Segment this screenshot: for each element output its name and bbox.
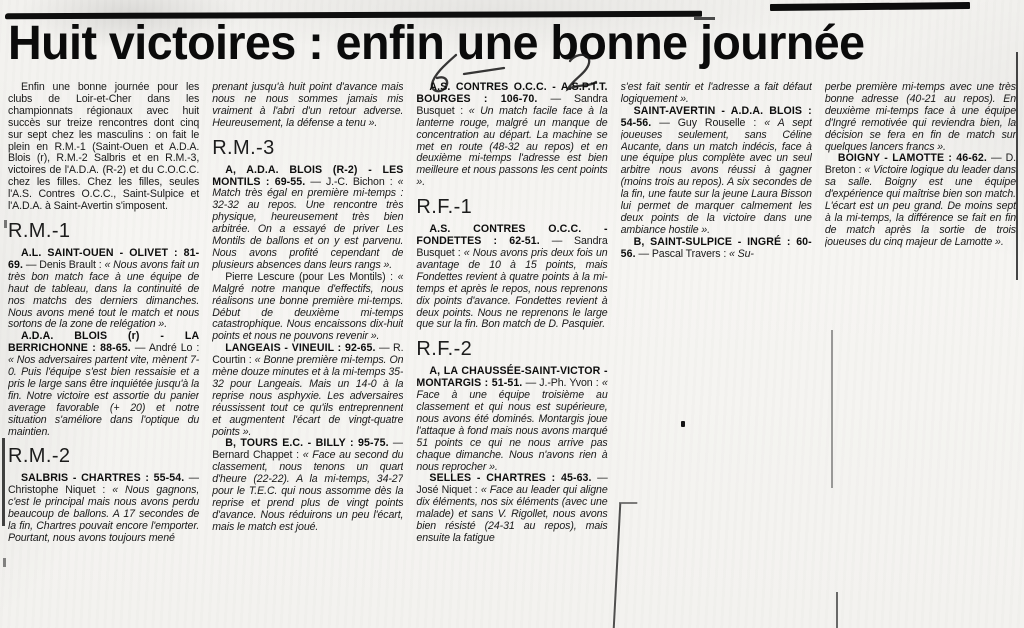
article-columns	[8, 82, 1016, 628]
continuation-paragraph	[621, 82, 812, 106]
reporter: — André Lo :	[130, 342, 200, 355]
continuation-paragraph	[825, 82, 1016, 153]
match-report-saint-ouen-olivet	[8, 248, 199, 331]
match-lead: B, TOURS E.C. - BILLY : 95-75.	[225, 437, 389, 450]
match-report-la-chaussee-montargis	[416, 366, 607, 473]
quote: « Nous avons pris deux fois un avantage de 10 à 15 points, mais Fondettes revient à quatre points à la mi-temps et après le repos, nous reprenons dix points d'avance. Fondettes revient à deux points. Nous ne reprenons le large que sur la fin. Bon match de D. Pasquier.	[416, 246, 608, 331]
quote: « Malgré notre manque d'effectifs, nous réalisons une bonne première mi-temps. Début de deuxième mi-temps catastrophique. Nous encaissons dix-huit points et nous ne pouvons revenir ».	[212, 270, 404, 343]
quote: « Match très égal en première mi-temps : 32-32 au repos. Une rencontre très physique, heureusement très bien arbitrée. On a essayé de priver Les Montils de ballons et on y est parvenu. Nous avons profité cependant de plusieurs absences dans leurs rangs ».	[212, 175, 404, 271]
match-lead: LANGEAIS - VINEUIL : 92-65.	[225, 342, 376, 355]
reporter: — Sandra Busquet :	[416, 235, 608, 259]
reporter: — D. Breton :	[824, 152, 1016, 177]
reporter: Pierre Lescure (pour Les Montils) :	[225, 270, 398, 283]
match-report-langeais-vineuil	[212, 343, 403, 438]
reporter: — Denis Brault :	[23, 258, 105, 271]
match-lead: A, A.D.A. BLOIS (R-2) - LES MONTILS : 69-55.	[212, 163, 404, 188]
match-report-contres-bourges	[416, 82, 607, 189]
reporter: — Bernard Chappet :	[212, 437, 404, 462]
quote: « Face à une équipe troisième au classement et qui nous est supérieure, nous avons été dominés. Montargis joue l'attaque à fond mais nous avons marqué 51 points ce qui ne nous arrive pas chaque dimanche. Nous n'avons rien à nous reprocher ».	[416, 377, 608, 473]
match-report-selles-chartres	[416, 473, 607, 544]
intro-paragraph: Enfin une bonne journée pour les clubs de Loir-et-Cher dans les championnats régionaux avec huit succès sur treize rencontres dont cinq sur sept chez les masculins : on fait le plein en R.M.-1 (Saint-Ouen et A.D.A. Blois (r), R.M.-2 Salbris et en R.M.-3, victoires de l'A.D.A. (R-2) et du C.O.C.C. chez les filles. Chez les filles, seules l'A.S. Contres O.C.C., Saint-Sulpice et l'A.D.A. à Saint-Avertin s'imposent.	[8, 82, 200, 213]
match-report-saint-sulpice-ingre	[621, 237, 812, 261]
quote: s'est fait sentir et l'adresse a fait défaut logiquement ».	[620, 82, 812, 105]
match-lead: A, LA CHAUSSÉE-SAINT-VICTOR - MONTARGIS : 51-51.	[416, 365, 608, 390]
section-heading-rm3: R.M.-3	[212, 136, 275, 159]
match-report-saint-avertin-ada-blois	[621, 106, 812, 237]
quote: « Nos adversaires partent vite, mènent 7-0. Puis l'équipe s'est bien ressaisie et a pris le large sans être inquiétée jusqu'à la fin. Notre victoire est assortie du panier average favorable (+ 20) et notre situation s'améliore dans l'optique du maintien.	[8, 354, 200, 438]
match-lead: A.S. CONTRES O.C.C. - FONDETTES : 62-51.	[416, 223, 608, 248]
match-lead: A.S. CONTRES O.C.C. - A.S.P.T.T. BOURGES : 106-70.	[416, 82, 608, 105]
match-lead: SELLES - CHARTRES : 45-63.	[429, 472, 592, 485]
match-lead: BOIGNY - LAMOTTE : 46-62.	[837, 152, 987, 165]
quote: « Bonne première mi-temps. On mène douze minutes et à la mi-temps 35-32 pour Langeais. Mais un 14-0 à la reprise nous asphyxie. Les adversaires réussissent tout ce qu'ils entreprennent et augmentent l'écart de vingt-quatre points ».	[212, 354, 404, 438]
quote: « Face au second du classement, nous tenons un quart d'heure (22-22). A la mi-temps, 34-27 pour le T.E.C. qui nous assomme dès la reprise et prend plus de vingt points d'avance. Nous réduirons un peu l'écart, mais le match est joué.	[212, 449, 404, 533]
ink-speck-artifact	[681, 421, 685, 427]
section-heading-rm2: R.M.-2	[8, 445, 71, 468]
reporter: — Guy Rouselle :	[651, 116, 765, 129]
match-report-ada-blois-berrichonne	[8, 331, 199, 438]
left-edge-mark-artifact	[3, 558, 6, 567]
article-headline: Huit victoires : enfin une bonne journée	[8, 14, 865, 70]
quote: « Face au leader qui aligne dix éléments, nos six éléments (avec une malade) et sans V. Rigollet, nous avons bien résisté (24-31 au repos), mais ensuite la fatigue	[416, 484, 608, 544]
left-edge-mark-artifact	[2, 438, 5, 526]
section-heading-rf2: R.F.-2	[416, 338, 473, 361]
match-report-tours-ec-billy	[212, 438, 403, 533]
section-heading-rf1: R.F.-1	[416, 196, 473, 219]
masthead-rule-right	[770, 2, 970, 11]
column-5	[825, 82, 1016, 628]
column-1	[8, 82, 199, 628]
match-lead: A.L. SAINT-OUEN - OLIVET : 81-69.	[8, 246, 200, 271]
quote: « Un match facile face à la lanterne rouge, malgré un manque de concentration au départ. La machine se met en route (48-32 au repos) et en deuxième mi-temps l'adresse est bien meilleure et nous passons les cent points ».	[416, 104, 608, 189]
reporter: — R. Courtin :	[212, 342, 404, 367]
right-edge-rule-artifact	[1016, 52, 1018, 280]
match-report-contres-fondettes	[416, 224, 607, 331]
match-report-boigny-lamotte	[825, 153, 1016, 248]
section-heading-rm1: R.M.-1	[8, 219, 71, 242]
quote: perbe première mi-temps avec une très bonne adresse (40-21 au repos). En deuxième mi-temps face à une équipe d'Ingré remotivée qui reviendra bien, la décision se fera en fin de match sur quelques lancers francs ».	[824, 82, 1016, 153]
match-report-salbris-chartres	[8, 473, 199, 544]
reporter: — Pascal Travers :	[635, 247, 730, 260]
quote: « Nous avons fait un très bon match face à une équipe de haut de tableau, dans la continuité de nos matchs des derniers dimanches. Nous avons mené tout le match et nous sortons de la zone de relégation ».	[8, 258, 200, 331]
column-rule-artifact	[831, 330, 833, 488]
quote: « Nous gagnons, c'est le principal mais nous avons perdu beaucoup de ballons. A 17 secondes de la fin, Chartres pouvait encore l'emporter. Pourtant, nous avons toujours mené	[8, 484, 200, 544]
reporter: — José Niquet :	[416, 472, 608, 497]
quote: « Su-	[729, 247, 754, 260]
column-rule-artifact	[836, 592, 838, 628]
match-lead: A.D.A. BLOIS (r) - LA BERRICHONNE : 88-65.	[8, 330, 200, 355]
quote: « A sept joueuses seulement, sans Céline Aucante, dans un match indécis, face à une équipe plus complète avec un seul arbitre nous avons réussi à gagner (moins trois au repos). A six secondes de la fin, une faute sur la jeune Laura Bisson lui permet de marquer calmement les deux points de la victoire dans une ambiance hostile ».	[620, 116, 812, 236]
reporter: — J.-C. Bichon :	[305, 175, 398, 188]
match-report-lescure-reaction	[212, 272, 403, 343]
quote: « Victoire logique du leader dans sa salle. Boigny est une équipe d'expérience qui maîtrise bien son match. L'écart est un peu grand. De moins sept à la mi-temps, la différence se fait en fin de match après la sortie de trois joueuses du cinq majeur de Lamotte ».	[824, 164, 1016, 248]
reporter: — J.-Ph. Yvon :	[522, 377, 602, 390]
continuation-paragraph	[212, 82, 403, 130]
reporter: — Christophe Niquet :	[8, 472, 200, 497]
match-lead: SAINT-AVERTIN - A.D.A. BLOIS : 54-56.	[620, 104, 812, 129]
column-3	[416, 82, 607, 628]
match-report-ada-blois-les-montils	[212, 165, 403, 272]
left-edge-mark-artifact	[4, 220, 7, 228]
column-4	[621, 82, 812, 628]
quote: prenant jusqu'à huit point d'avance mais nous ne nous sommes jamais mis vraiment à l'abri d'un retour adverse. Heureusement, la défense a tenu ».	[212, 82, 404, 129]
column-2	[212, 82, 403, 628]
reporter: — Sandra Busquet :	[416, 92, 608, 117]
match-lead: SALBRIS - CHARTRES : 55-54.	[21, 472, 185, 485]
match-lead: B, SAINT-SULPICE - INGRÉ : 60-56.	[620, 235, 812, 260]
